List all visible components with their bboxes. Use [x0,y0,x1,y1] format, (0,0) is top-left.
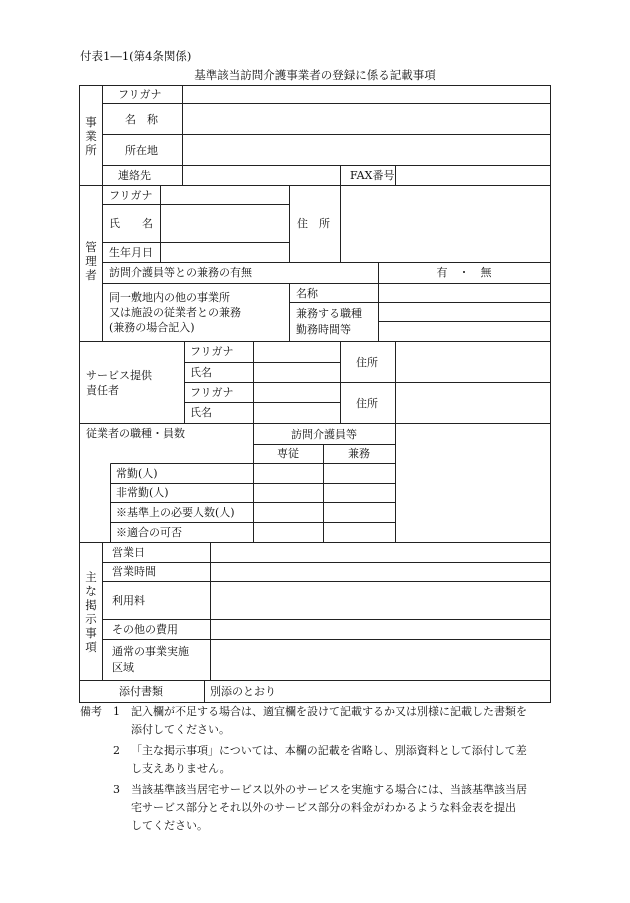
service-manager-label-line1: サービス提供 [86,369,152,382]
manager-concurrent-label: 訪問介護員等との兼務の有無 [109,266,252,279]
office-contact-label: 連絡先 [118,169,151,182]
office-furigana-label: フリガナ [118,88,162,101]
note-number: 3 [113,783,120,796]
staff-col-concurrent: 兼務 [348,447,370,460]
note-text: 記入欄が不足する場合は、適宜欄を設けて記載するか又は別様に記載した書類を [131,705,527,718]
posting-row-label: 営業時間 [112,565,156,578]
note-text: 当該基準該当居宅サービス以外のサービスを実施する場合には、当該基準該当居 [131,783,527,796]
attachment-label: 添付書類 [119,685,163,698]
manager-other-line2: 又は施設の従業者との兼務 [109,306,241,319]
note-text: 「主な掲示事項」については、本欄の記載を省略し、別添資料として添付して差 [131,744,527,757]
service-manager-name2: 氏名 [190,406,212,419]
notes-label: 備考 [80,705,102,718]
staff-group-header: 訪問介護員等 [291,428,357,441]
manager-address-label: 住 所 [297,217,330,230]
note-number: 2 [113,744,120,757]
posting-row-label: その他の費用 [112,623,178,636]
manager-birthdate-label: 生年月日 [109,246,153,259]
manager-furigana-label: フリガナ [109,189,153,202]
service-manager-furigana2: フリガナ [190,386,234,399]
staff-row-label: 非常勤(人) [116,486,169,499]
form-title: 基準該当訪問介護事業者の登録に係る記載事項 [194,68,436,82]
posting-area-line2: 区域 [112,661,134,674]
staff-row-label: ※基準上の必要人数(人) [116,506,235,519]
office-address-label: 所在地 [125,144,158,157]
posting-row-label: 営業日 [112,546,145,559]
posting-row-label: 利用料 [112,594,145,607]
service-manager-furigana1: フリガナ [190,345,234,358]
postings-section-label: 主な掲示事項 [85,570,97,654]
manager-name-label: 氏 名 [109,217,153,230]
service-manager-address1: 住所 [356,356,378,369]
office-section-label: 事業所 [85,115,97,157]
staff-col-fulltime: 専従 [277,447,299,460]
service-manager-address2: 住所 [356,397,378,410]
posting-area-line1: 通常の事業実施 [112,645,189,658]
staff-label: 従業者の職種・員数 [86,427,185,440]
note-text: 添付してください。 [131,723,230,736]
note-text: してください。 [131,819,208,832]
manager-other-line1: 同一敷地内の他の事業所 [109,291,230,304]
staff-row-label: 常勤(人) [116,467,158,480]
office-fax-label: FAX番号 [350,169,395,182]
service-manager-name1: 氏名 [190,366,212,379]
note-text: 宅サービス部分とそれ以外のサービス部分の料金がわかるような料金表を提出 [131,801,516,814]
attachment-value: 別添のとおり [210,685,276,698]
manager-other-position-line1: 兼務する職種 [296,307,362,320]
manager-other-line3: (兼務の場合記入) [109,321,195,334]
note-number: 1 [113,705,120,718]
document-caption: 付表1―1(第4条関係) [80,49,192,63]
manager-other-position-line2: 勤務時間等 [296,323,351,336]
manager-yes-no-choice[interactable]: 有 ・ 無 [436,266,492,279]
manager-other-name-label: 名称 [296,287,318,300]
manager-section-label: 管理者 [85,240,97,282]
office-name-label: 名 称 [125,113,158,126]
service-manager-label-line2: 責任者 [86,384,119,397]
staff-row-label: ※適合の可否 [116,526,182,539]
note-text: し支えありません。 [131,762,231,775]
